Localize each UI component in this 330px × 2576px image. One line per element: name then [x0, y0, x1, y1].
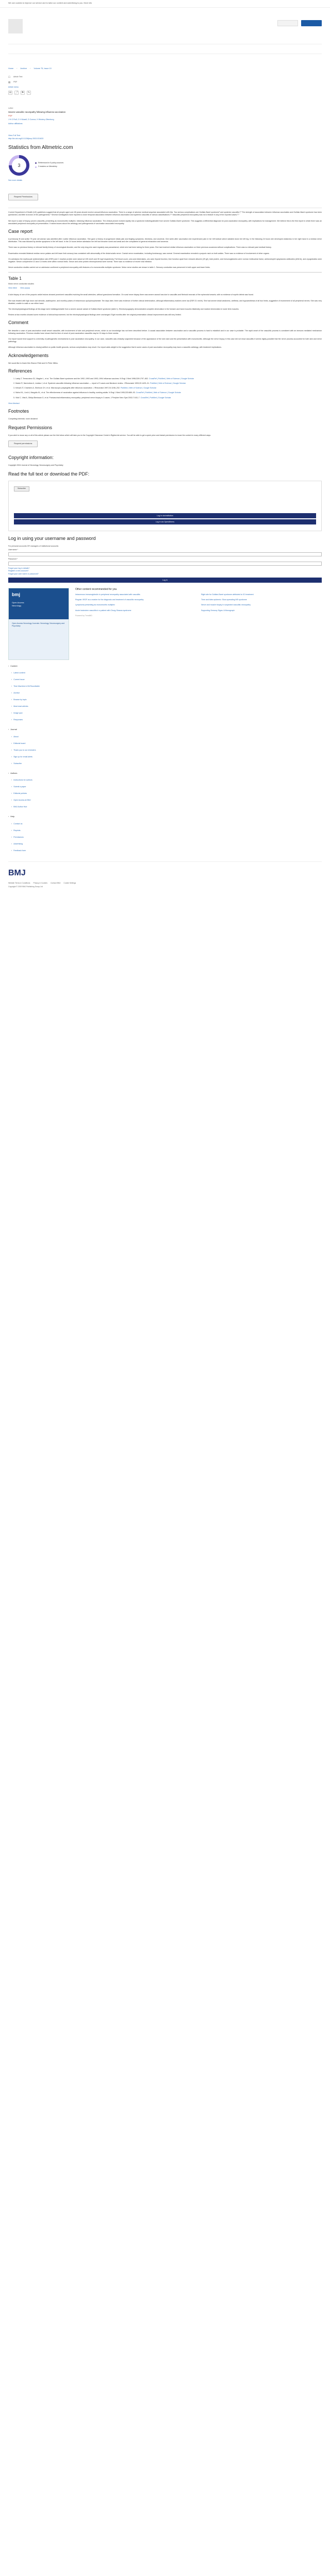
- comment-heading: Comment: [8, 320, 29, 326]
- footer-link-label: Sign up for email alerts: [13, 755, 32, 758]
- footer-head-journal: [8, 728, 322, 732]
- footer-link-label: Submit a paper: [13, 786, 26, 788]
- alert-icon[interactable]: ⚑: [21, 91, 24, 95]
- pdf-link[interactable]: PDF: [8, 114, 12, 117]
- footer-list-authors: [8, 777, 322, 810]
- footer-link[interactable]: [11, 697, 322, 703]
- header-subscribe-button[interactable]: [277, 20, 298, 26]
- chevron-right-icon: ›: [11, 822, 12, 825]
- references-list: [15, 378, 322, 399]
- header-logo[interactable]: [8, 19, 70, 33]
- reference-links[interactable]: PubMed | Web of Science | Google Scholar: [120, 387, 157, 389]
- forgot-details-link[interactable]: Forgot your log in details?: [8, 567, 30, 570]
- recommended-item[interactable]: Intravenous immunoglobulin in peripheral neuropathy associated with vasculitis: [75, 594, 140, 596]
- legend-dot: [35, 162, 37, 164]
- footer-link[interactable]: [11, 747, 322, 754]
- footer-link-label: Thank you to our reviewers: [13, 749, 36, 751]
- view-inline-link[interactable]: View inline: [8, 287, 18, 290]
- case-report-heading: Case report: [8, 228, 33, 234]
- view-popup-link[interactable]: View popup: [20, 287, 30, 290]
- chevron-right-icon: ›: [11, 685, 12, 688]
- reference-links[interactable]: CrossRef | PubMed | Web of Science | Google Scholar: [148, 377, 194, 380]
- altmetric-donut[interactable]: [8, 155, 30, 176]
- reference-item: [15, 382, 322, 385]
- subscribe-box: [8, 481, 322, 531]
- reference-links[interactable]: CrossRef | PubMed | Web of Science | Google Scholar: [136, 392, 181, 394]
- pdf-icon: ▤: [8, 80, 11, 83]
- advert-line1: Open Access: [12, 601, 24, 604]
- footer-link-label: Current issue: [13, 679, 25, 681]
- case-paragraph: Examination revealed bilateral median nerve palsies and left lower limb sensory loss consistent with abnormality of the distal sciatic nerve. Cranial nerve examination, including fundoscopy, was normal. General examination revealed a purpuric rash on both ankles. There was no evidence of involvement of other organs.: [8, 252, 270, 255]
- footer-link-label: Responses: [13, 719, 23, 721]
- header-login-button[interactable]: [301, 20, 322, 26]
- password-label: Password *: [8, 557, 18, 560]
- pdf-tab-label: PDF: [13, 81, 18, 83]
- advert-box[interactable]: [8, 588, 69, 660]
- password-input[interactable]: [8, 562, 322, 566]
- table-view-links: [8, 287, 322, 290]
- footer-link[interactable]: [11, 777, 322, 784]
- cookie-text: We use cookies to improve our service and to tailor our content and advertising to you. More info: [8, 2, 92, 5]
- copyright-text: Copyright 2004 Journal of Neurology, Neurosurgery and Psychiatry: [8, 464, 63, 467]
- chevron-right-icon: ›: [11, 712, 12, 715]
- recommended-item[interactable]: Regular VEGF as a marker for the diagnosis and treatment of vasculitic neuropathy: [75, 599, 144, 601]
- footer-legal-links: [8, 882, 322, 885]
- author-affiliations[interactable]: Author affiliations: [8, 123, 23, 125]
- see-more-details-link[interactable]: See more details: [8, 179, 22, 182]
- login-institution-button[interactable]: Log in via institution: [14, 513, 316, 518]
- reference-text: Lasky T, Terracciano GJ, Magder L, et al. The Guillain-Barré syndrome and the 1992–1993 and 1993–1994 influenza vaccines. N Engl J Med 1998;339:1797–802.: [15, 377, 148, 380]
- reference-text: Mader R, Narendran A, Lewtas J, et al. Systemic vasculitis following influenza vaccination — report of 3 cases and literature review. J Rheumatol 1993;20:1429–31.: [15, 382, 150, 385]
- authors[interactable]: J H G Rolf, C H Mosell, D Connor, H Wrotery-Ottenburg: [8, 118, 54, 121]
- article-menu-link[interactable]: Article menu: [8, 86, 19, 89]
- table-1: [8, 272, 322, 290]
- footer-link-label: Contact us: [13, 822, 23, 825]
- footer-list-journal: [8, 734, 322, 767]
- chevron-right-icon: ›: [8, 772, 9, 774]
- reference-links[interactable]: PubMed | Web of Science | Google Scholar: [150, 382, 186, 385]
- footer-copyright: Copyright © 2019 BMJ Publishing Group Ltd: [8, 885, 43, 888]
- reference-links[interactable]: CrossRef | PubMed | Google Scholar: [140, 396, 171, 399]
- footer-link-label: Instructions for authors: [13, 779, 32, 782]
- breadcrumb-home[interactable]: Home: [8, 67, 14, 70]
- recommended-content: [75, 588, 322, 660]
- footer-list-help: [8, 821, 322, 854]
- altmetric-legend-row: [35, 162, 63, 164]
- recommended-item[interactable]: Acute brainstem vasculitis in a patient with Churg-Strauss syndrome: [75, 609, 131, 612]
- chevron-right-icon: ›: [11, 692, 12, 694]
- intro-paragraph: Current Department of Health (UK) guidelines suggest that all people aged over 65 years should receive annual influenza vaccination. There is a range of adverse medical sequelae associated with this. Two serious complications are Guillain-Barré syndrome¹ and systemic vasculitis.²,³ The strength of association between influenza vaccination and Guillain-Barré syndrome has been questioned, and little is known of the pathogenesis.⁴ Several investigators have reported a close temporal association between influenza vaccination and systemic vasculitis of various classifications.²,³ Vasculitic peripheral neuropathy was not a feature in any of the reported cases.²,³: [8, 211, 322, 216]
- request-permissions-button-2[interactable]: Request permissions: [8, 440, 38, 448]
- reference-item: [15, 392, 322, 394]
- footnote-text: Competing interests: none declared: [8, 418, 38, 420]
- recommended-item[interactable]: Right site for Guillain-Barré syndrome attributed to ICI treatment: [201, 594, 254, 596]
- chevron-right-icon: ›: [8, 728, 9, 731]
- recommended-item[interactable]: Lymphoma presenting as mononeuritis multiplex: [75, 604, 115, 606]
- recommended-item[interactable]: Nerve and muscle biopsy in suspected vasculitic neuropathy: [201, 604, 251, 606]
- chevron-right-icon: ›: [11, 792, 12, 795]
- breadcrumb: [8, 67, 322, 71]
- legend-label: Referenced in 5 policy sources: [38, 162, 64, 164]
- altmetric-legend: [35, 162, 63, 169]
- login-subtitle: For personal accounts OR managers of institutional accounts: [8, 545, 59, 547]
- footer-link[interactable]: [11, 827, 322, 834]
- footer-nav: [8, 665, 322, 854]
- footer-link-label: Open Access at BMJ: [13, 799, 31, 802]
- footer-legal-link[interactable]: Privacy & Cookies: [33, 882, 47, 884]
- article-title: Severe vasculitic neuropathy following influenza vaccination: [8, 110, 66, 113]
- footer-head-label: Journal: [10, 728, 17, 731]
- footer-head-content: [8, 665, 322, 668]
- footer-link[interactable]: [11, 740, 322, 747]
- altmetric-score: 3: [18, 163, 21, 168]
- chevron-right-icon: ›: [11, 842, 12, 845]
- footer-link[interactable]: [11, 834, 322, 841]
- chevron-right-icon: ›: [8, 665, 9, 667]
- footer-list-content: [8, 670, 322, 723]
- footer-link[interactable]: [11, 760, 322, 767]
- footer-head-label: Authors: [10, 772, 18, 774]
- footer-link[interactable]: [11, 821, 322, 827]
- footer-legal-link[interactable]: Cookie Settings: [63, 882, 76, 884]
- chevron-right-icon: ›: [11, 735, 12, 738]
- footer-head-authors: [8, 772, 322, 775]
- footnotes-heading: Footnotes: [8, 409, 29, 414]
- footer-link-label: Latest content: [13, 672, 25, 674]
- footer-link-label: Advertising: [13, 842, 23, 845]
- view-full-text-link[interactable]: View Full Text: [8, 134, 21, 137]
- case-paragraph: Review at two months showed some evidence of clinical improvement, but the electrophysiological findings were unchanged. Eight months after her original presentation clinical improvement was still very limited.: [8, 314, 182, 316]
- reference-text: Nichol KL, Lind A, Margolis KL, et al. The effectiveness of vaccination against influenza in healthy, working adults. N Engl J Med 1995;333:889–93.: [15, 392, 136, 394]
- case-paragraph: On admission the erythrocyte sedimentation rate (ESR) and C reactive protein were raised at 105 mm/h and 35 mg/l respectively. Full blood count, urea and electrolytes, uric acid, thyroid function, liver function apart from reduced albumin (29 g/l), total protein, and immunoglobulins were normal. Antinuclear factor, antineutrophil cytoplasmic antibodies (ANCA), and cryoglobulins were negative. Serum complement C3 and C4 levels were within normal limbs. Serum and urine protein electrophoresis were normal. There was no evidence of recent viral infection.: [8, 258, 322, 263]
- footer-link-label: Browse by topic: [13, 699, 27, 701]
- login-heading: Log in using your username and password: [8, 535, 96, 541]
- email-icon[interactable]: ✉: [9, 91, 12, 95]
- chevron-right-icon: ›: [11, 699, 12, 701]
- spacer: [14, 492, 316, 512]
- chevron-right-icon: ›: [8, 816, 9, 818]
- recommended-columns: [75, 594, 322, 615]
- case-paragraph: There was no previous history or relevant family history of neurological disorder, and the only drug she used regularly was paracetamol, which she had been taking for three years. She had received similar influenza vaccination on three previous occasions without complications. There was no relevant past medical history.: [8, 246, 272, 249]
- footer-link-label: Editorial board: [13, 742, 26, 744]
- breadcrumb-sep: ›: [16, 67, 18, 70]
- footer-link-label: Permissions: [13, 836, 24, 838]
- share-icon[interactable]: ⤴: [15, 91, 18, 95]
- footer-link-label: Feedback form: [13, 849, 26, 852]
- breadcrumb-archive[interactable]: Archive: [20, 67, 27, 70]
- check-icon: ☐: [8, 75, 10, 78]
- references-heading: References: [8, 368, 32, 374]
- footer-link-label: Reprints: [13, 829, 21, 832]
- footer-link[interactable]: [11, 676, 322, 683]
- footer-legal-link[interactable]: Website Terms & Conditions: [8, 882, 30, 884]
- advert-text: Open Access Neurology Journals: Neurology, Neurosurgery and Psychiatry: [12, 622, 65, 627]
- comment-paragraph: We describe a case of post-vaccination small vessel vasculitis, with involvement of skin and peripheral nerves, which to our knowledge has not been described before. A causal association between vaccination and a vasculitic process is hard to establish and in our case is probable. The rapid onset of the vasculitic process is consistent with an immune-mediated mechanism following vaccination. Previous studies have shown that the time of onset of post-vaccination vasculitis may be 10 days to three weeks.: [8, 329, 322, 334]
- reference-text: Vital C, Vital A, Gbikpi-Benissan G, et al. Postvaccinal inflammatory neuropathy: peripheral nerve biopsy in 3 cases. J Peripher Nerv Syst 2002;7:163–7.: [15, 396, 140, 399]
- logo-mark: [8, 19, 23, 33]
- legend-dot: [35, 166, 37, 168]
- forgot-user-link[interactable]: Forgot your user name or password?: [8, 572, 39, 575]
- chevron-right-icon: ›: [11, 762, 12, 765]
- footer-link-label: Image quiz: [13, 712, 23, 715]
- recommended-column-1: [75, 594, 196, 615]
- advert-banner: [9, 588, 69, 619]
- table-caption: Motor nerve conduction studies: [8, 283, 34, 285]
- footer-link-label: BMJ Author Hub: [13, 806, 27, 808]
- acknowledgements-heading: Acknowledgements: [8, 352, 49, 358]
- footer-link[interactable]: [11, 804, 322, 810]
- acknowledgements-text: We would like to thank Mrs Sharon Field and Dr Peter Millns.: [8, 362, 58, 364]
- chevron-right-icon: ›: [11, 849, 12, 852]
- username-label: Username *: [8, 548, 18, 551]
- case-paragraph: The electrophysiological findings at this stage were indistinguishable from a severe axonal variant of Guillain-Barré syndrome (table 1). Electromyography demonstrated complete denervation in the forearm and hand muscles bilaterally and marked denervation in lower limb muscles.: [8, 308, 239, 311]
- breadcrumb-sep: ›: [30, 67, 31, 70]
- footer-head-label: Help: [10, 816, 15, 818]
- footer-link[interactable]: [11, 690, 322, 697]
- chevron-right-icon: ›: [11, 829, 12, 832]
- advert-line2: Neurology: [12, 604, 22, 607]
- chevron-right-icon: ›: [11, 836, 12, 838]
- case-paragraph: Nerve conduction studies carried out on admission confirmed a peripheral neuropathy with features of a mononeuritis multiplex syndrome. Motor nerve studies are shown in table 1. Sensory conduction was preserved in both upper and lower limbs.: [8, 266, 210, 269]
- request-permissions-button[interactable]: Request Permissions: [8, 194, 38, 201]
- altmetric-legend-row: [35, 165, 63, 168]
- footer-link[interactable]: [11, 703, 322, 710]
- footer-link[interactable]: [11, 670, 322, 676]
- trendmd-credit[interactable]: Powered by TrendMD: [75, 614, 92, 617]
- request-permissions-heading: Request Permissions: [8, 425, 53, 431]
- copyright-heading: Copyright information:: [8, 455, 54, 461]
- bmj-logo[interactable]: BMJ: [8, 868, 26, 877]
- chevron-right-icon: ›: [11, 779, 12, 782]
- chevron-right-icon: ›: [11, 799, 12, 802]
- site-header: [0, 8, 330, 65]
- recommended-column-2: [201, 594, 322, 615]
- chevron-right-icon: ›: [11, 679, 12, 681]
- footer-link-label: Time Machine in Bit Roundtable: [13, 685, 40, 688]
- reference-item: [15, 387, 322, 389]
- subscribe-button[interactable]: Subscribe: [14, 486, 29, 491]
- ad-and-recommended: [8, 588, 322, 660]
- chevron-right-icon: ›: [11, 755, 12, 758]
- header-nav: [8, 44, 322, 54]
- article-text-tab[interactable]: [8, 76, 322, 79]
- footer-link[interactable]: [11, 710, 322, 717]
- login-submit-button[interactable]: Log in: [8, 578, 322, 583]
- case-paragraph: A previously fit and active 75 year old woman was admitted after routine influenza vaccination. She gave a history of progressive distal pain and tingling symptoms, tiredness, and anorexia. One week after vaccination she experienced pain in her left buttock which radiated down her left leg. In the following 24 hours she developed weakness in her right hand in a median nerve distribution. This was followed by similar symptoms in the left hand. In the 24 hours before admission her left foot became numb and weak and she complained of general exhaustion and anorexia.: [8, 238, 322, 243]
- view-abstract-link[interactable]: View Abstract: [8, 402, 20, 404]
- footer-link[interactable]: [11, 683, 322, 690]
- footer-legal-link[interactable]: Contact BMJ: [50, 882, 61, 884]
- article-type: Letter: [8, 107, 13, 110]
- case-paragraph: A skin biopsy of one of the purpuric ankle lesions showed prominent vasculitis involving the small arterioles, without granuloma formation. On sural nerve biopsy there was severe axonal loss due to vasculitis and fibrinoid necrosis of the epineurial vessels, with no evidence of myelin debris was found.: [8, 294, 254, 296]
- recommended-heading: Other content recommended for you: [75, 587, 117, 591]
- breadcrumb-issue[interactable]: Volume 75, Issue 10: [34, 67, 52, 70]
- username-input[interactable]: [8, 552, 322, 556]
- footer-link[interactable]: [11, 848, 322, 854]
- advert-brand: bmj: [12, 591, 21, 597]
- chevron-right-icon: ›: [11, 672, 12, 674]
- footer-link[interactable]: [11, 717, 322, 723]
- recommended-item[interactable]: Supporting Sensory Signs: A Monograph: [201, 609, 235, 612]
- chevron-right-icon: ›: [11, 705, 12, 708]
- recommended-item[interactable]: Time and tides epidemic: Slow-spreading MS syndrome: [201, 599, 247, 601]
- chevron-right-icon: ›: [11, 786, 12, 788]
- comment-paragraph: Although influenza vaccination is clearly justified on public health grounds, serious complications may result. Our report adds weight to the suggestion that in some cases of post vaccination neuropathy may have a vasculitic aetiology, with treatment implications.: [8, 346, 222, 349]
- footer-link[interactable]: [11, 734, 322, 740]
- cite-icon[interactable]: ✎: [27, 91, 30, 95]
- chevron-right-icon: ›: [11, 806, 12, 808]
- footer-link-label: Subscribe: [13, 762, 22, 765]
- altmetric-heading: Statistics from Altmetric.com: [8, 144, 73, 150]
- footer-link[interactable]: [11, 754, 322, 760]
- altmetric-widget[interactable]: [8, 155, 322, 176]
- footer-link[interactable]: [11, 841, 322, 848]
- bmj-footer: [8, 861, 322, 888]
- register-link[interactable]: Register a new account?: [8, 570, 29, 572]
- doi-link[interactable]: http://dx.doi.org/10.1136/jnnp.2003.031633: [8, 137, 44, 140]
- chevron-right-icon: ›: [11, 749, 12, 751]
- comment-paragraph: Our report would lend support to a diversity of pathogenetic mechanisms in post vaccination neuropathy. In our case, vasculitis was clinically suspected because of the appearance of the skin rash and the presentation with mononeuritis. Although the nerve biopsy in this case did not show vasculitis it seems highly possible that the nerve process accounted for both skin and nerve pathology.: [8, 337, 322, 343]
- footer-head-label: Content: [10, 665, 18, 667]
- footer-link-label: About: [13, 735, 19, 738]
- case-paragraph: She was treated with high dose oral steroids, azathioprine, and monthly pulses of intravenous cyclophosphamide. Ten days later, there was evidence of further clinical deterioration, although inflammatory markers were low (ESR 21 mm/h). She had severe distal weakness, areflexia, and hypoaesthesia of all four limbs, suggestive of involvement of all peripheral nerves. She was very disabled, unable to walk or use either hand.: [8, 299, 322, 304]
- legend-label: 3 readers on Mendeley: [38, 165, 57, 168]
- article-toolbar: [8, 91, 322, 95]
- cookie-bar: [0, 0, 330, 8]
- reference-item: [15, 397, 322, 399]
- footer-link-label: Archive: [13, 692, 20, 694]
- chevron-right-icon: ›: [11, 742, 12, 744]
- footer-link-label: Most read articles: [13, 705, 28, 708]
- request-permissions-text: If you wish to reuse any or all of this article please use the link below which will take you to the Copyright Clearance Center's RightsLink service. You will be able to get a quick price and instant permission to reuse the content in many different ways.: [8, 434, 211, 437]
- footer-link[interactable]: [11, 784, 322, 790]
- reference-item: [15, 378, 322, 380]
- article-text-label: Article Text: [13, 76, 23, 78]
- intro-paragraph-2: We report a case of biopsy proven vasculitis, presenting as mononeuritis multiplex, following influenza vaccination. The clinical picture evolved rapidly into a syndrome indistinguishable from severe Guillain-Barré syndrome. This suggests a differential diagnosis for post-vaccination neuropathy, with implications for management. We believe this is the first report in which there was an associated peripheral neuropathy at presentation. It raises issues about the aetiology and pathogenesis of vaccination associated neuropathy.: [8, 219, 322, 225]
- footer-head-help: [8, 816, 322, 819]
- footer-link[interactable]: [11, 790, 322, 797]
- login-openathens-button[interactable]: Log in via OpenAthens: [14, 519, 316, 524]
- pdf-tab[interactable]: [8, 81, 322, 84]
- footer-link-label: Editorial policies: [13, 792, 27, 795]
- reference-text: Kelsall JT, Chalmers A, Sherlock CH, et al. Microscopic polyangiitis after influenza vaccination. J Rheumatol 1997;24:1198–202.: [15, 387, 120, 389]
- footer-link[interactable]: [11, 797, 322, 804]
- read-full-heading: Read the full text or download the PDF:: [8, 471, 90, 477]
- table-title: Table 1: [8, 276, 22, 281]
- chevron-right-icon: ›: [11, 719, 12, 721]
